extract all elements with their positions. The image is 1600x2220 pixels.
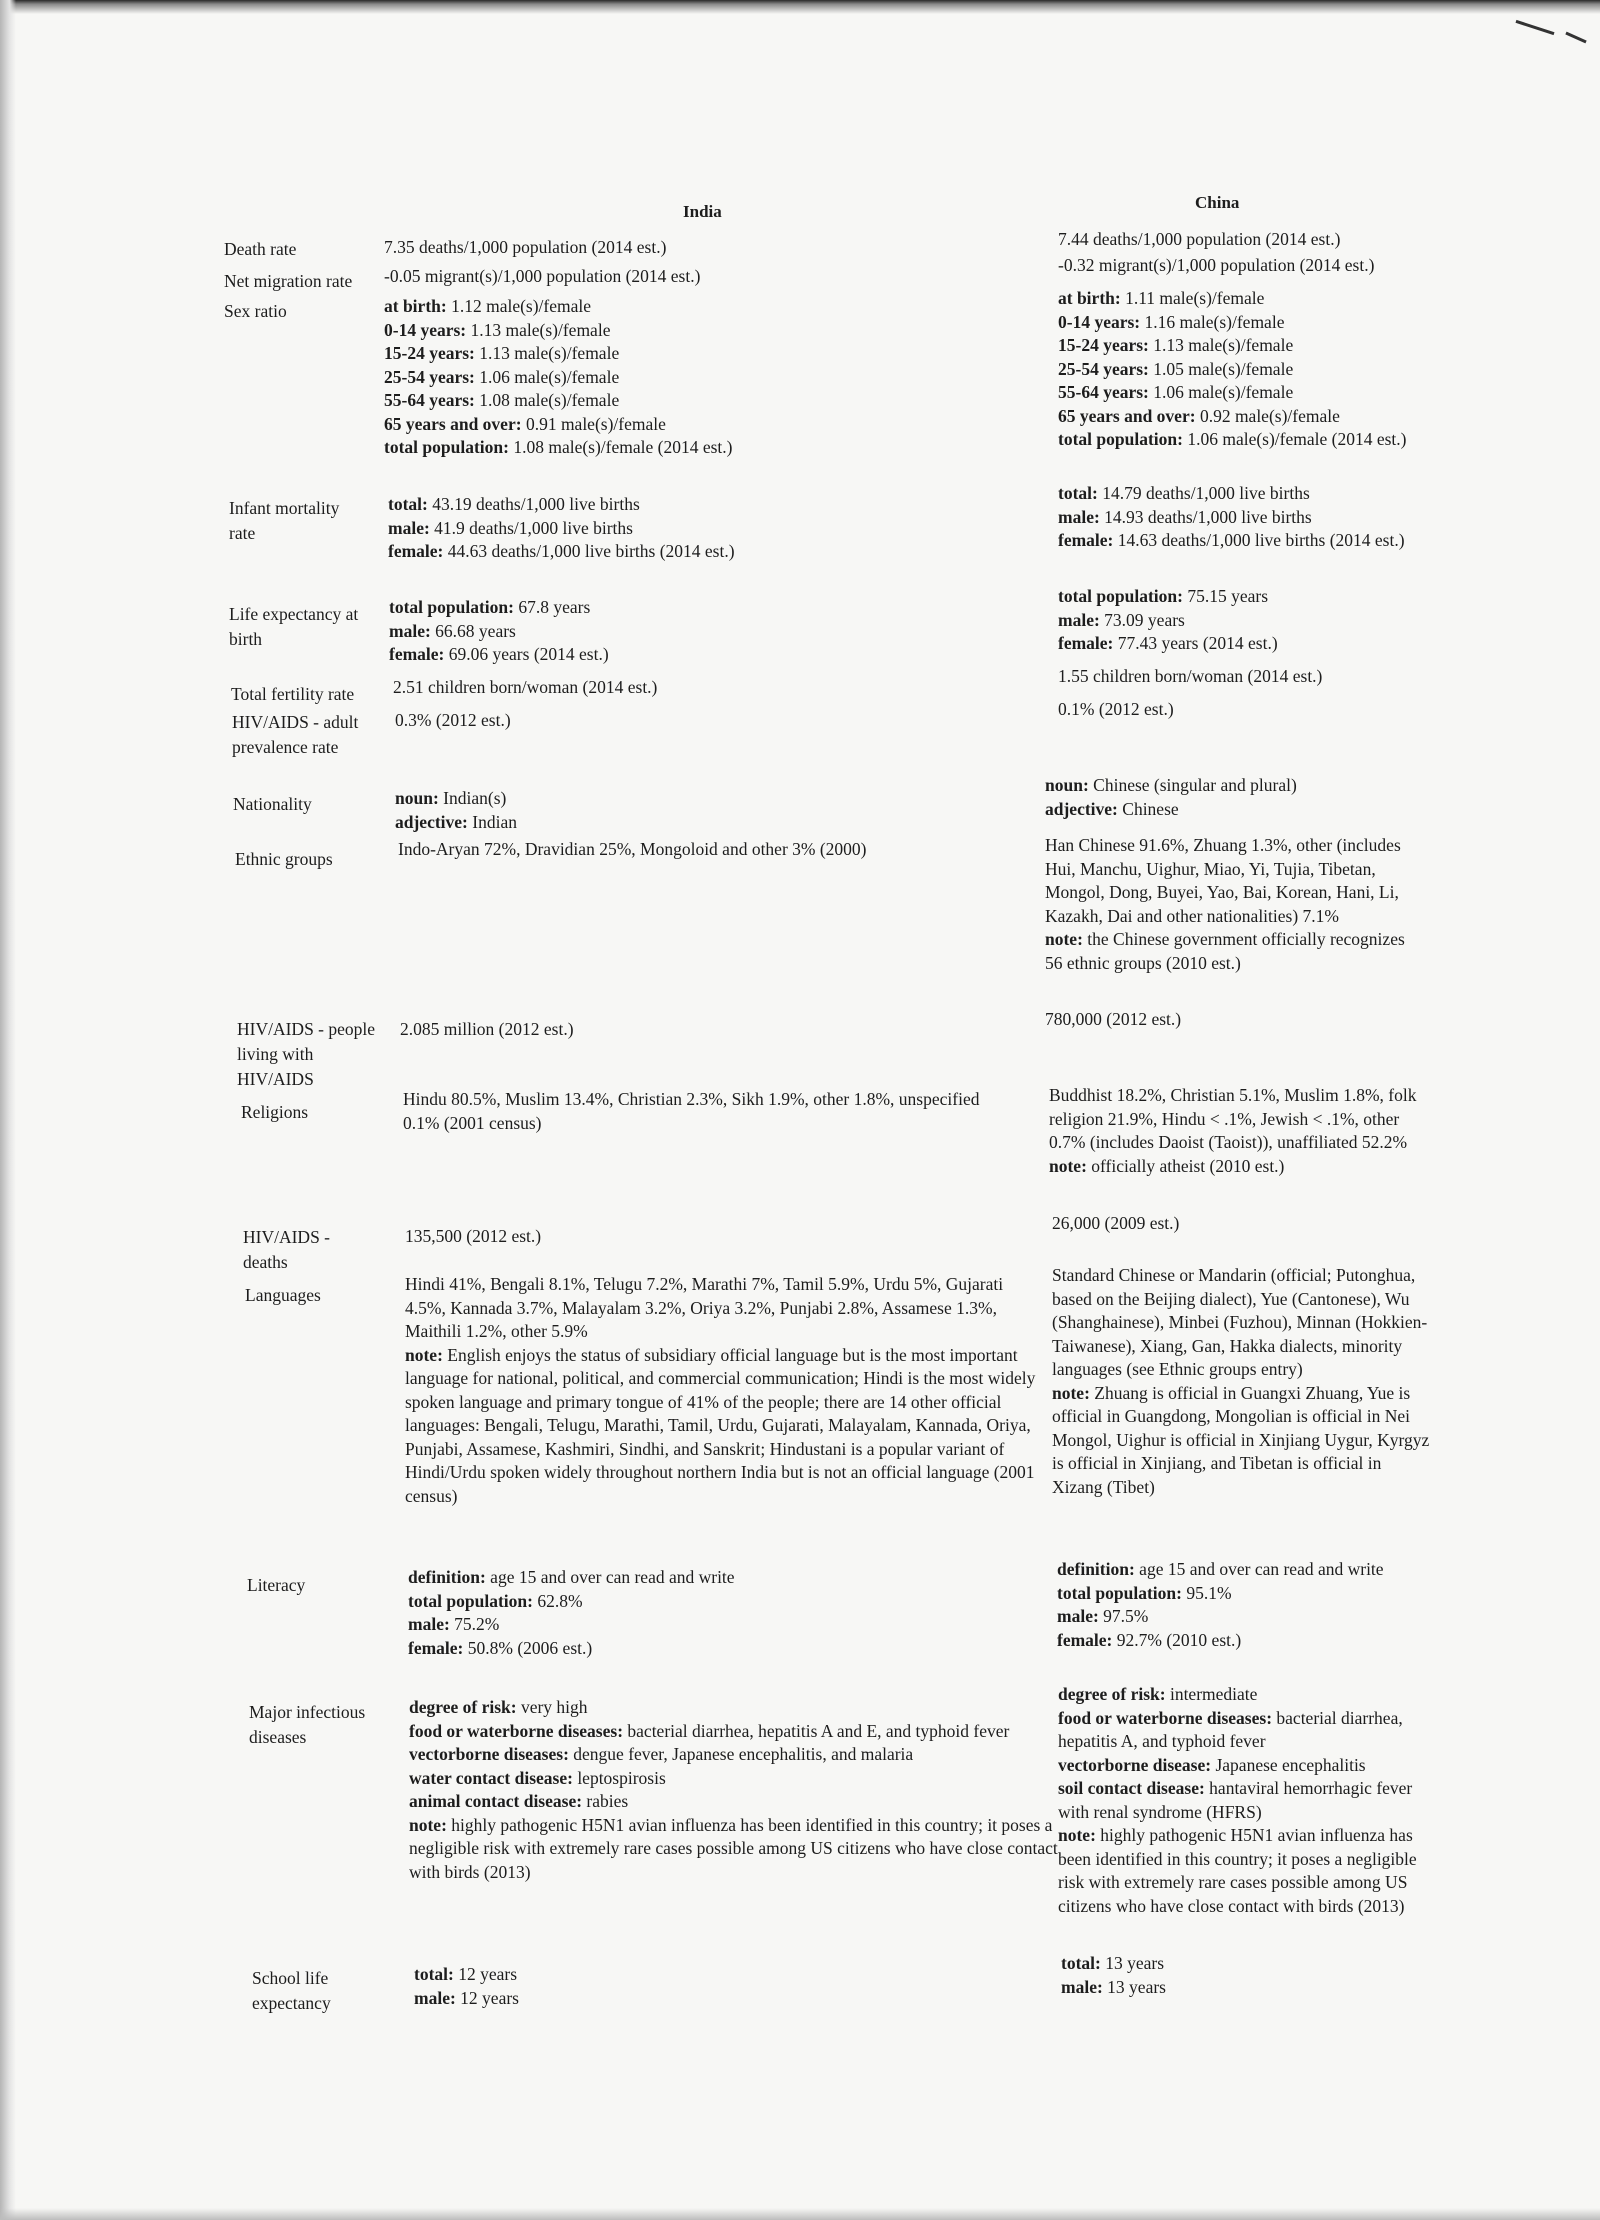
row-label: HIV/AIDS - deaths [243,1227,331,1272]
value-key: male: [388,517,430,538]
value-text: 43.19 deaths/1,000 live births [427,494,640,514]
scan-mark [1565,32,1586,44]
value-text: officially atheist (2010 est.) [1086,1155,1285,1176]
value-key: male: [1058,609,1100,630]
value-text: 75.15 years [1182,586,1269,606]
row-label: Languages [245,1285,321,1305]
value-line [1057,1558,1407,1582]
value-line [1058,228,1433,252]
value-key: 15-24 years: [384,343,475,363]
row-label: Nationality [233,794,312,814]
column-header-china: China [1195,193,1240,212]
row-label: Major infectious diseases [249,1702,366,1747]
value-key: female: [1057,1629,1113,1650]
value-text: Hindi 41%, Bengali 8.1%, Telugu 7.2%, Marathi 7%, Tamil 5.9%, Urdu 5%, Gujarati 4.5%, Kannada 3.7%, Malayalam 3.2%, Oriya 3.2%, Punjabi 2.8%, Assamese 1.3%, Maithili 1.2%, other 5.9% [405,1274,1004,1341]
value-key: animal contact disease: [409,1791,583,1811]
value-line [1052,1212,1427,1236]
value-key: vectorborne diseases: [409,1744,569,1764]
value-key: degree of risk: [409,1697,517,1717]
value-key: female: [389,644,445,664]
value-line [405,1344,1045,1509]
china-value [1052,1264,1432,1499]
value-key: vectorborne disease: [1058,1754,1212,1775]
value-line [403,1088,993,1135]
value-text: English enjoys the status of subsidiary official language but is the most important language for national, political, and commercial communication; Hindi is the most widely spoken language and primary tongue of 41% of the people; there are 14 other official languages: Bengali, Telugu, Marathi, Tamil, Urdu, Gujarati, Malayalam, Kannada, Oriya, Punjabi, Assamese, Kashmiri, Sindhi, and Sanskrit; Hindustani is a popular variant of Hindi/Urdu spoken widely throughout northern India but is not an official language (2001 census) [405,1344,1036,1506]
value-key: adjective: [1045,798,1118,819]
value-key: at birth: [384,296,447,316]
row-label: School life expectancy [252,1968,331,2013]
value-text: 1.55 children born/woman (2014 est.) [1058,666,1323,686]
value-key: female: [1058,530,1114,550]
china-value [1052,1212,1427,1236]
value-line [384,265,1056,289]
india-value [384,236,1056,260]
value-text: 67.8 years [513,597,591,617]
value-key: degree of risk: [1058,1684,1166,1704]
value-line [384,389,1056,413]
value-text: 44.63 deaths/1,000 live births (2014 est.) [443,541,735,561]
china-value [1058,665,1433,689]
value-key: total population: [1058,429,1183,449]
india-value [414,1963,1086,2010]
value-text: 66.68 years [430,620,516,641]
value-line [1057,1629,1407,1653]
value-text: -0.32 migrant(s)/1,000 population (2014 est.) [1058,255,1375,275]
value-line [1058,665,1433,689]
value-text: 1.06 male(s)/female [474,366,620,387]
value-key: 25-54 years: [384,366,475,387]
value-line [1058,1683,1438,1707]
india-value [395,787,1067,834]
row-label: Total fertility rate [231,684,355,704]
value-text: 0.92 male(s)/female [1195,405,1340,426]
value-text: Indian [467,811,517,832]
value-line [389,643,1061,667]
value-text: leptospirosis [572,1767,666,1788]
value-text: Hindu 80.5%, Muslim 13.4%, Christian 2.3%, Sikh 1.9%, other 1.8%, unspecified 0.1% (2001 census) [403,1089,980,1133]
india-value [395,709,1067,733]
india-value [384,295,1056,460]
row-label: Infant mortality rate [229,498,340,543]
value-key: adjective: [395,811,468,832]
value-line [1058,358,1433,382]
value-text: 0.3% (2012 est.) [395,710,511,730]
value-text: 26,000 (2009 est.) [1052,1213,1180,1233]
value-text: 62.8% [532,1590,583,1611]
value-key: male: [408,1614,450,1634]
value-line [1049,1084,1429,1155]
row-label: Life expectancy at birth [229,604,359,649]
value-line [1057,1582,1407,1606]
value-text: highly pathogenic H5N1 avian influenza has been identified in this country; it poses a negligible risk with extremely rare cases possible among US citizens who have close contact with birds (2013) [1058,1825,1417,1916]
row-label: Death rate [224,239,297,259]
value-text: 14.93 deaths/1,000 live births [1099,506,1312,527]
value-line [405,1225,1077,1249]
value-key: soil contact disease: [1058,1778,1205,1798]
value-key: note: [409,1814,447,1835]
india-value [388,493,1060,564]
value-line [1058,482,1433,506]
value-key: water contact disease: [409,1767,573,1788]
value-text: 75.2% [449,1614,500,1634]
value-key: male: [389,620,431,641]
value-text: hantaviral hemorrhagic fever with renal syndrome (HFRS) [1058,1778,1413,1822]
value-line [1045,774,1420,798]
value-line [388,540,1060,564]
china-value [1058,698,1433,722]
value-line [408,1637,968,1661]
china-value [1058,228,1433,252]
scan-edge-top [0,0,1600,14]
value-text: 2.51 children born/woman (2014 est.) [393,677,658,697]
china-value [1058,254,1433,278]
value-key: 15-24 years: [1058,335,1149,355]
value-text: Chinese (singular and plural) [1088,775,1297,795]
row-label: Religions [241,1102,309,1122]
scan-edge-left [0,0,16,2220]
value-text: Indo-Aryan 72%, Dravidian 25%, Mongoloid and other 3% (2000) [398,839,867,859]
value-text: 1.13 male(s)/female [474,343,620,363]
china-value [1058,1683,1438,1918]
value-line [388,517,1060,541]
value-key: 0-14 years: [1058,311,1141,332]
value-text: intermediate [1165,1684,1258,1704]
value-key: female: [408,1637,464,1658]
value-key: male: [414,1987,456,2008]
row-label: Ethnic groups [235,849,333,869]
value-text: 1.16 male(s)/female [1140,311,1285,332]
value-text: 1.13 male(s)/female [466,319,611,340]
value-text: Buddhist 18.2%, Christian 5.1%, Muslim 1.8%, folk religion 21.9%, Hindu < .1%, Jewish < .1%, other 0.7% (includes Daoist (Taoist)), unaffiliated 52.2% [1049,1085,1417,1152]
value-line [400,1018,1072,1042]
value-line [1058,381,1433,405]
value-text: 1.11 male(s)/female [1120,288,1265,308]
value-line [384,319,1056,343]
value-line [1061,1952,1436,1976]
value-text: Han Chinese 91.6%, Zhuang 1.3%, other (includes Hui, Manchu, Uighur, Miao, Yi, Tujia, Tibetan, Mongol, Dong, Buyei, Yao, Bai, Korean, Hani, Li, Kazakh, Dai and other nationalities) 7.1% [1045,835,1401,926]
value-text: 1.13 male(s)/female [1148,335,1294,355]
value-line [409,1767,1059,1791]
value-text: age 15 and over can read and write [485,1567,735,1587]
value-text: Japanese encephalitis [1211,1754,1366,1775]
value-key: total population: [384,437,509,457]
value-line [1045,834,1423,928]
value-text: 97.5% [1098,1606,1149,1626]
value-text: 50.8% (2006 est.) [463,1637,593,1658]
value-text: 0.91 male(s)/female [521,413,666,434]
value-text: 135,500 (2012 est.) [405,1226,542,1246]
value-line [1058,698,1433,722]
value-line [1061,1976,1436,2000]
value-key: at birth: [1058,288,1121,308]
value-text: 1.05 male(s)/female [1148,358,1294,379]
value-line [384,436,1056,460]
china-value [1058,482,1433,553]
value-line [409,1814,1059,1885]
value-key: 0-14 years: [384,319,467,340]
value-text: 12 years [453,1964,518,1984]
value-key: food or waterborne diseases: [409,1720,624,1741]
value-key: 55-64 years: [384,390,475,410]
value-line [405,1273,1045,1344]
value-text: -0.05 migrant(s)/1,000 population (2014 est.) [384,266,701,286]
value-text: 73.09 years [1099,609,1185,630]
value-key: total population: [408,1590,533,1611]
india-value [389,596,1061,667]
value-line [384,236,1056,260]
row-label: HIV/AIDS - adult prevalence rate [232,712,359,757]
value-line [409,1790,1059,1814]
value-line [1052,1382,1432,1500]
scan-edge-bottom [0,2208,1600,2220]
value-text: age 15 and over can read and write [1134,1559,1384,1579]
value-key: noun: [1045,775,1089,795]
value-line [408,1590,968,1614]
row-label: Literacy [247,1575,306,1595]
scan-mark [1516,20,1555,35]
value-text: 13 years [1102,1976,1166,1997]
china-value [1058,585,1433,656]
value-text: 1.12 male(s)/female [446,296,592,316]
india-value [398,838,1070,862]
value-line [384,295,1056,319]
value-key: 25-54 years: [1058,358,1149,379]
value-line [409,1720,1059,1744]
value-line [1058,1824,1438,1918]
value-text: 1.06 male(s)/female [1148,382,1294,402]
value-text: 14.79 deaths/1,000 live births [1097,483,1310,503]
value-key: female: [388,541,444,561]
value-text: Zhuang is official in Guangxi Zhuang, Yue is official in Guangdong, Mongolian is official in Nei Mongol, Uighur is official in Xinjiang Uygur, Kyrgyz is official in Xinjiang, and Tibetan is official in Xizang (Tibet) [1052,1382,1430,1497]
value-text: 1.08 male(s)/female (2014 est.) [508,437,733,457]
value-text: 7.35 deaths/1,000 population (2014 est.) [384,237,667,257]
value-text: 2.085 million (2012 est.) [400,1019,574,1039]
india-value [405,1225,1077,1249]
india-value [408,1566,968,1660]
row-label: Sex ratio [224,301,287,321]
value-key: note: [1045,929,1083,949]
value-key: total: [1061,1953,1101,1973]
value-key: total: [388,494,428,514]
value-line [1052,1264,1432,1382]
value-line [384,366,1056,390]
value-text: bacterial diarrhea, hepatitis A, and typhoid fever [1058,1707,1403,1751]
value-line [384,413,1056,437]
value-key: note: [1058,1825,1096,1845]
value-text: 41.9 deaths/1,000 live births [429,517,633,538]
value-key: 65 years and over: [1058,405,1196,426]
value-text: Chinese [1117,798,1179,819]
value-line [1058,1707,1438,1754]
value-key: definition: [1057,1559,1135,1579]
value-text: Standard Chinese or Mandarin (official; Putonghua, based on the Beijing dialect), Yue (Cantonese), Wu (Shanghainese), Minbei (Fuzhou), Minnan (Hokkien-Taiwanese), Xiang, Gan, Hakka dialects, minority languages (see Ethnic groups entry) [1052,1265,1428,1379]
value-text: 1.08 male(s)/female [474,390,620,410]
value-line [1049,1155,1429,1179]
value-text: very high [516,1697,588,1717]
value-line [1058,334,1433,358]
value-key: noun: [395,788,439,808]
value-line [393,676,1065,700]
value-text: 92.7% (2010 est.) [1112,1629,1242,1650]
value-key: total population: [1058,586,1183,606]
value-key: food or waterborne diseases: [1058,1707,1273,1728]
value-key: total population: [389,597,514,617]
value-line [1058,287,1433,311]
value-key: total: [414,1964,454,1984]
value-text: 780,000 (2012 est.) [1045,1009,1182,1029]
value-line [1058,1754,1438,1778]
value-line [408,1613,968,1637]
value-key: male: [1061,1976,1103,1997]
value-text: 0.1% (2012 est.) [1058,699,1174,719]
value-line [1058,585,1433,609]
value-line [1058,609,1433,633]
china-value [1049,1084,1429,1178]
value-line [408,1566,968,1590]
row-label: HIV/AIDS - people living with HIV/AIDS [237,1019,376,1089]
value-line [1045,1008,1420,1032]
value-line [409,1743,1059,1767]
value-line [395,709,1067,733]
value-line [384,342,1056,366]
india-value [393,676,1065,700]
row-label: Net migration rate [224,271,353,291]
value-text: 7.44 deaths/1,000 population (2014 est.) [1058,229,1341,249]
value-text: the Chinese government officially recognizes 56 ethnic groups (2010 est.) [1045,929,1405,973]
value-text: 12 years [455,1987,519,2008]
value-line [395,811,1067,835]
value-line [1058,632,1433,656]
value-line [389,596,1061,620]
value-key: note: [1052,1382,1090,1403]
value-text: bacterial diarrhea, hepatitis A and E, and typhoid fever [623,1720,1010,1741]
value-text: rabies [582,1791,629,1811]
column-header-india: India [683,202,722,221]
value-key: 65 years and over: [384,413,522,434]
value-key: total population: [1057,1582,1182,1603]
value-key: note: [405,1344,443,1365]
value-text: 14.63 deaths/1,000 live births (2014 est.) [1113,530,1405,550]
value-line [389,620,1061,644]
value-line [414,1963,1086,1987]
india-value [405,1273,1045,1508]
value-key: male: [1057,1606,1099,1626]
china-value [1045,1008,1420,1032]
value-line [388,493,1060,517]
value-line [414,1987,1086,2011]
value-key: definition: [408,1567,486,1587]
china-value [1045,774,1420,821]
value-text: dengue fever, Japanese encephalitis, and malaria [568,1744,914,1764]
value-key: female: [1058,633,1114,653]
value-line [395,787,1067,811]
india-value [409,1696,1059,1884]
value-text: 95.1% [1181,1582,1232,1603]
value-key: note: [1049,1155,1087,1176]
india-value [403,1088,993,1135]
value-line [1045,928,1423,975]
india-value [400,1018,1072,1042]
value-key: 55-64 years: [1058,382,1149,402]
value-text: highly pathogenic H5N1 avian influenza has been identified in this country; it poses a negligible risk with extremely rare cases possible among US citizens who have close contact with birds (2013) [409,1814,1058,1882]
value-line [1058,254,1433,278]
value-text: 69.06 years (2014 est.) [444,644,609,664]
india-value [384,265,1056,289]
value-line [1058,529,1433,553]
china-value [1058,287,1433,452]
china-value [1045,834,1423,975]
value-line [1058,405,1433,429]
value-key: total: [1058,483,1098,503]
value-text: 13 years [1100,1953,1165,1973]
value-line [1058,1777,1438,1824]
value-line [1045,798,1420,822]
value-line [409,1696,1059,1720]
value-line [398,838,1070,862]
value-line [1058,506,1433,530]
value-text: Indian(s) [438,788,507,808]
china-value [1057,1558,1407,1652]
value-text: 77.43 years (2014 est.) [1113,633,1278,653]
value-key: male: [1058,506,1100,527]
china-value [1061,1952,1436,1999]
value-line [1058,311,1433,335]
value-text: 1.06 male(s)/female (2014 est.) [1182,429,1407,449]
value-line [1057,1605,1407,1629]
value-line [1058,428,1433,452]
